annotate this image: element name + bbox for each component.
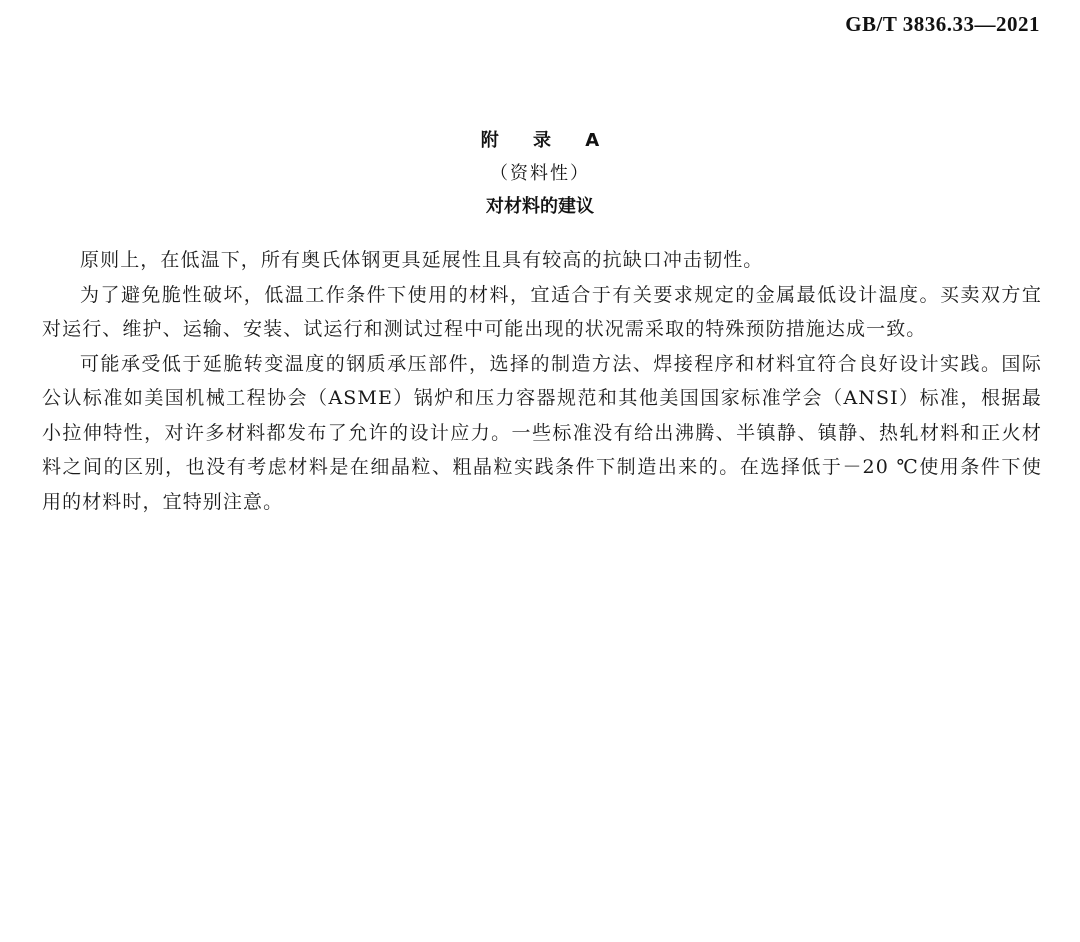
appendix-label: 附 录 A — [480, 130, 614, 151]
paragraph-2: 为了避免脆性破坏，低温工作条件下使用的材料，宜适合于有关要求规定的金属最低设计温度。买卖双方宜对运行、维护、运输、安装、试运行和测试过程中可能出现的状况需采取的特殊预防措施达成一致。 — [42, 283, 1042, 340]
body-text — [42, 243, 1042, 519]
appendix-heading — [0, 124, 1080, 223]
standard-code: GB/T 3836.33—2021 — [845, 12, 1040, 36]
appendix-nature: （资料性） — [490, 163, 590, 184]
appendix-title: 对材料的建议 — [486, 196, 594, 217]
paragraph-3: 可能承受低于延脆转变温度的钢质承压部件，选择的制造方法、焊接程序和材料宜符合良好设计实践。国际公认标准如美国机械工程协会（ASME）锅炉和压力容器规范和其他美国国家标准学会（ANSI）标准，根据最小拉伸特性，对许多材料都发布了允许的设计应力。一些标准没有给出沸腾、半镇静、镇静、热轧材料和正火材料之间的区别，也没有考虑材料是在细晶粒、粗晶粒实践条件下制造出来的。在选择低于－20 ℃使用条件下使用的材料时，宜特别注意。 — [42, 352, 1042, 513]
paragraph-1: 原则上，在低温下，所有奥氏体钢更具延展性且具有较高的抗缺口冲击韧性。 — [80, 249, 764, 271]
